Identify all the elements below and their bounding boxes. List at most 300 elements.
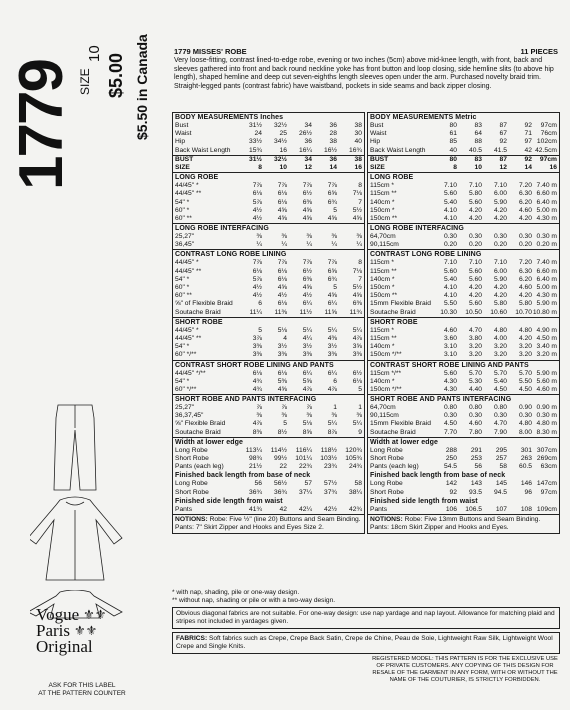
table-row [173, 480, 364, 488]
row-label: 44/45" * [175, 259, 199, 267]
row-label: Soutache Braid [175, 428, 221, 436]
cell: 301 [520, 446, 532, 454]
cell: 4.60 m [536, 385, 557, 393]
section-title: Finished back length from base of neck [370, 472, 506, 480]
yardage-section [368, 317, 559, 360]
row-label: Soutache Braid [175, 308, 221, 316]
table-row [173, 215, 364, 223]
cell: 4.30 m [536, 214, 557, 222]
yardage-section [173, 172, 364, 223]
cell: 5¼ [327, 420, 337, 428]
cell: 257 [495, 455, 507, 462]
cell: 4.10 [443, 206, 457, 214]
cell: 97 [524, 138, 532, 146]
cell: 4½ [252, 214, 262, 222]
cell: 4.60 [468, 420, 482, 428]
cell: 4 [283, 334, 287, 342]
cell: 36 [304, 138, 312, 146]
cell: 32½ [273, 155, 287, 163]
cell: 4.20 [493, 292, 507, 300]
cell: 5¼ [302, 326, 312, 334]
cell: 7.80 [468, 428, 482, 436]
cell: 11⅝ [324, 308, 337, 316]
cell: 87 [499, 122, 507, 129]
notions [368, 514, 559, 533]
cell: 30 [354, 130, 362, 138]
cell: 7.10 [493, 182, 507, 190]
cell: 147cm [536, 480, 557, 488]
notions-text: Robe: Five ½" (line 20) Buttons and Seam Binding. Pants: 7" Skirt Zipper and Hooks and Eyes Size 2. [175, 515, 361, 531]
cell: 1 [333, 404, 337, 412]
table-row [368, 207, 559, 215]
cell: 6.40 m [536, 198, 557, 206]
row-label: Bust [370, 122, 384, 129]
cell: 8.00 [518, 428, 532, 436]
cell: 16 [354, 163, 362, 171]
cell: 0.20 [443, 241, 457, 249]
cell: 71 [524, 130, 532, 138]
cell: 4⅝ [277, 206, 287, 214]
brand-line-3: Original [36, 637, 93, 656]
cell: 7⅞ [277, 182, 287, 190]
row-label: Long Robe [175, 480, 208, 488]
cell: 38 [354, 122, 362, 129]
cell: 5.60 [443, 190, 457, 198]
row-label: 150cm * [370, 284, 395, 291]
ask-line-1: ASK FOR THIS LABEL [48, 682, 116, 689]
table-row [173, 190, 364, 198]
table-row [368, 215, 559, 223]
cell: 5⅛ [302, 420, 312, 428]
cell: 11¾ [349, 308, 362, 316]
row-label: Short Robe [175, 455, 209, 462]
table-row [368, 292, 559, 300]
table-row [368, 429, 559, 437]
pattern-header [174, 47, 558, 56]
section-title: CONTRAST LONG ROBE LINING [370, 251, 482, 259]
section-title: SHORT ROBE [175, 318, 223, 326]
cell: 5.60 [443, 267, 457, 275]
cell: 4⅜ [327, 334, 337, 342]
row-label: Pants (each leg) [175, 463, 224, 471]
row-label: 25,27" [175, 404, 195, 412]
table-row [173, 343, 364, 351]
table-row [173, 122, 364, 130]
table-row [368, 276, 559, 284]
cell: 5.90 m [536, 300, 557, 308]
section-title: Finished side length from waist [370, 497, 478, 505]
notions-title: NOTIONS: [370, 515, 403, 523]
cell: 6¼ [302, 300, 312, 308]
section-title: CONTRAST SHORT ROBE LINING AND PANTS [175, 361, 334, 369]
cell: 0.80 [468, 404, 482, 412]
cell: 103½ [320, 455, 337, 462]
cell: 0.30 [518, 412, 532, 420]
table-row [368, 463, 559, 471]
cell: 5.80 [468, 190, 482, 198]
cell: 28 [329, 130, 337, 138]
cell: 97cm [540, 122, 557, 129]
table-row [368, 370, 559, 378]
cell: 4.20 [493, 214, 507, 222]
row-label: Pants [370, 505, 388, 513]
cell: ⅞ [256, 404, 262, 412]
cell: 7⅞ [252, 182, 262, 190]
cell: 5⅝ [302, 377, 312, 385]
cell: 7.10 [443, 259, 457, 267]
cell: 4.50 [493, 385, 507, 393]
table-row [173, 463, 364, 471]
section-title: LONG ROBE [370, 174, 414, 182]
cell: 7⅞ [302, 182, 312, 190]
table-row [368, 199, 559, 207]
cell: 3½ [327, 343, 337, 351]
cell: 58 [499, 463, 507, 471]
cell: 11½ [299, 308, 312, 316]
cell: 3½ [277, 343, 287, 351]
row-label: BUST [175, 155, 194, 163]
row-label: 115cm ** [370, 267, 397, 275]
cell: 42 [279, 505, 287, 513]
cell: 5.60 [468, 267, 482, 275]
cell: 4.20 [493, 206, 507, 214]
cell: 10.30 [440, 308, 457, 316]
cell: 6⅛ [352, 377, 362, 385]
cell: 5⅞ [252, 198, 262, 206]
cell: 4.30 m [536, 292, 557, 300]
cell: 0.30 [518, 233, 532, 241]
cell: 5.70 [493, 369, 507, 377]
cell: 33½ [248, 138, 262, 146]
cell: 9 [358, 428, 362, 436]
cell: ¼ [281, 241, 287, 249]
table-row [173, 164, 364, 172]
cell: 3.20 [493, 351, 507, 359]
row-label: 15mm Flexible Braid [370, 420, 431, 428]
cell: 3⅜ [252, 343, 262, 351]
cell: 7 [358, 198, 362, 206]
cell: 4½ [252, 206, 262, 214]
cell: 56 [474, 463, 482, 471]
table-row [173, 182, 364, 190]
cell: 4¾ [252, 377, 262, 385]
cell: 42¼ [298, 505, 312, 513]
table-row [368, 156, 559, 164]
cell: 6⅛ [277, 369, 287, 377]
cell: 38¼ [348, 488, 362, 496]
size-header [368, 155, 559, 172]
cell: 114½ [270, 446, 287, 454]
long-robe-illustration [30, 497, 122, 580]
table-row [173, 284, 364, 292]
row-label: Bust [175, 122, 189, 129]
cell: 7.40 m [536, 259, 557, 267]
yardage-section [368, 172, 559, 223]
row-label: SIZE [370, 163, 385, 171]
table-row [173, 378, 364, 386]
row-label: 25,27" [175, 233, 195, 241]
row-label: 60" * [175, 284, 190, 291]
cell: 0.30 m [536, 412, 557, 420]
cell: 6 [258, 300, 262, 308]
cell: 5.00 m [536, 284, 557, 291]
cell: 40.5 [468, 146, 482, 154]
row-label: 90,115cm [370, 412, 399, 420]
row-label: 44/45" ** [175, 190, 202, 198]
table-row [368, 241, 559, 249]
cell: ⅜ [256, 412, 262, 420]
cell: 3⅜ [327, 351, 337, 359]
table-row [173, 506, 364, 514]
cell: 94.5 [493, 488, 507, 496]
cell: 57 [304, 480, 312, 488]
table-row [368, 404, 559, 412]
cell: 5.80 [493, 300, 507, 308]
row-label: Waist [175, 130, 192, 138]
cell: 61 [449, 130, 457, 138]
diagonal-note: Obvious diagonal fabrics are not suitable. For one-way design: use nap yardage and nap layout. Allowance for matching plaid and stripes not included in yardages given. [172, 607, 560, 629]
section-title: SHORT ROBE AND PANTS INTERFACING [370, 396, 512, 404]
cell: 6.20 [518, 275, 532, 283]
row-label: 140cm * [370, 343, 395, 351]
cell: 6.60 m [536, 267, 557, 275]
table-row [368, 284, 559, 292]
cell: 291 [470, 446, 482, 454]
row-label: 150cm * [370, 206, 395, 214]
finished-measurements [173, 437, 364, 514]
cell: 263 [520, 455, 532, 462]
row-label: 60" ** [175, 292, 192, 300]
row-label: 54" * [175, 275, 190, 283]
row-label: ⅝" Flexible Braid [175, 420, 226, 428]
cell: 41¾ [248, 505, 262, 513]
cell: 5.90 [493, 198, 507, 206]
cell: 6¾ [327, 275, 337, 283]
table-row [368, 309, 559, 317]
table-row [173, 309, 364, 317]
cell: 6⅛ [252, 190, 262, 198]
footnote-with-nap: * with nap, shading, pile or one-way design. [172, 589, 300, 596]
table-row [173, 327, 364, 335]
table-row [368, 412, 559, 420]
notions-title: NOTIONS: [175, 515, 208, 523]
cell: 42.5cm [535, 146, 557, 154]
cell: 0.90 m [536, 404, 557, 412]
row-label: 140cm * [370, 275, 395, 283]
size-value: 10 [86, 45, 103, 62]
cell: 93.5 [468, 488, 482, 496]
cell: 7⅞ [327, 182, 337, 190]
cell: 10.50 [465, 308, 482, 316]
cell: 4.20 [493, 284, 507, 291]
cell: 5.60 m [536, 377, 557, 385]
table-row [173, 147, 364, 155]
cell: 16½ [323, 146, 337, 154]
row-label: Soutache Braid [370, 428, 416, 436]
table-row [368, 351, 559, 359]
size-label: SIZE [78, 68, 92, 95]
table-row [368, 343, 559, 351]
cell: 97cm [539, 155, 557, 163]
table-row [368, 447, 559, 455]
yardage-section [173, 394, 364, 437]
table-row [368, 420, 559, 428]
cell: 42½ [323, 505, 337, 513]
cell: 0.30 [443, 233, 457, 241]
cell: 143 [470, 480, 482, 488]
cell: 4.20 [468, 292, 482, 300]
row-label: 60" * [175, 206, 190, 214]
table-row [173, 300, 364, 308]
notions-text: Robe: Five 13mm Buttons and Seam Binding. Pants: 18cm Skirt Zipper and Hooks and Eyes. [370, 515, 541, 531]
table-row [173, 412, 364, 420]
cell: 16¾ [348, 146, 362, 154]
table-row [368, 164, 559, 172]
cell: ⅜ [331, 412, 337, 420]
cell: 36¾ [248, 488, 262, 496]
row-label: 44/45" ** [175, 334, 202, 342]
cell: 5.40 [443, 275, 457, 283]
brand-line-1: Vogue [36, 605, 80, 624]
row-label: Pants (each leg) [370, 463, 419, 471]
cell: 80 [449, 122, 457, 129]
table-row [173, 259, 364, 267]
cell: 5 [358, 385, 362, 393]
cell: 3.20 [518, 351, 532, 359]
cell: 67 [499, 130, 507, 138]
row-label: 60" */** [175, 385, 197, 393]
cell: 269cm [536, 455, 557, 462]
cell: 4.20 [518, 292, 532, 300]
row-label: Hip [370, 138, 381, 146]
row-label: 140cm * [370, 377, 395, 385]
table-row [173, 138, 364, 146]
cell: 21½ [248, 463, 262, 471]
table-row [173, 292, 364, 300]
cell: 3.10 [443, 343, 457, 351]
cell: 3⅜ [252, 351, 262, 359]
cell: 83 [474, 155, 482, 163]
cell: 32½ [273, 122, 287, 129]
cell: 3.20 m [536, 351, 557, 359]
row-label: 150cm */** [370, 351, 402, 359]
cell: 14 [524, 163, 532, 171]
cell: 5.60 [468, 300, 482, 308]
cell: 10.80 m [532, 308, 557, 316]
cell: 6.60 m [536, 190, 557, 198]
row-label: Hip [175, 138, 186, 146]
cell: 0.30 [468, 412, 482, 420]
pattern-description: Very loose-fitting, contrast lined-to-edge robe, evening or two inches (5cm) above mid-knee length, with front, back and sleeves gathered into front and back round neckline yoke has front button and loop closing, side hemline slits (to above hip length), shaped hemline and deep cut seven-eighths length sleeves open under the arm. Purchased novelty braid trim. Straight-legged pants (contrast fabric) have waistband, pockets in side seams and back zipper closing. [174, 57, 554, 90]
cell: 10 [279, 163, 287, 171]
cell: 4⅝ [352, 292, 362, 300]
section-title: SHORT ROBE AND PANTS INTERFACING [175, 396, 317, 404]
row-label: 150cm ** [370, 292, 398, 300]
cell: 6⅝ [327, 190, 337, 198]
cell: 6⅛ [277, 190, 287, 198]
cell: 7⅞ [302, 259, 312, 267]
yardage-section [368, 249, 559, 316]
cell: 5.70 [518, 369, 532, 377]
cell: 34 [304, 122, 312, 129]
cell: 36 [329, 122, 337, 129]
yardage-section [368, 394, 559, 437]
cell: 7⅞ [277, 259, 287, 267]
cell: 99½ [273, 455, 287, 462]
row-label: 115cm ** [370, 190, 397, 198]
size-header [173, 155, 364, 172]
cell: 253 [470, 455, 482, 462]
yardage-tables [172, 112, 560, 534]
table-row [368, 335, 559, 343]
table-row [173, 420, 364, 428]
cell: 288 [445, 446, 457, 454]
cell: 25 [279, 130, 287, 138]
section-title: LONG ROBE INTERFACING [175, 225, 269, 233]
cell: 7.10 [493, 259, 507, 267]
brand-line-2: Paris [36, 621, 70, 640]
section-title: BODY MEASUREMENTS Metric [370, 114, 477, 121]
cell: 118½ [320, 446, 337, 454]
cell: 0.90 [518, 404, 532, 412]
cell: 4½ [302, 292, 312, 300]
cell: ⅜ [356, 412, 362, 420]
cell: 76cm [540, 130, 557, 138]
row-label: 36,37,45" [175, 412, 204, 420]
footnote-without-nap: ** without nap, shading or pile or with a two-way design. [172, 597, 336, 604]
cell: ¼ [331, 241, 337, 249]
cell: 16¼ [298, 146, 312, 154]
cell: 0.80 [443, 404, 457, 412]
cell: 92 [524, 122, 532, 129]
cell: 58 [354, 480, 362, 488]
cell: 6.30 [518, 190, 532, 198]
cell: 109cm [536, 505, 557, 513]
cell: 7.70 [443, 428, 457, 436]
cell: 5⅛ [277, 326, 287, 334]
row-label: Waist [370, 130, 387, 138]
cell: 7.10 [468, 182, 482, 190]
row-label: 140cm * [370, 198, 395, 206]
cell: 5.90 [493, 275, 507, 283]
row-label: 60" ** [175, 214, 192, 222]
cell: 7.10 [468, 259, 482, 267]
cell: 10.60 [490, 308, 507, 316]
cell: ⅜ [356, 233, 362, 241]
cell: 41.5 [493, 146, 507, 154]
cell: 5.60 [468, 198, 482, 206]
cell: 6.40 m [536, 275, 557, 283]
cell: 0.20 [493, 241, 507, 249]
cell: 36 [329, 155, 337, 163]
yardage-section [173, 360, 364, 395]
cell: 6¼ [327, 300, 337, 308]
cell: 6⅛ [252, 267, 262, 275]
cell: 8½ [277, 428, 287, 436]
cell: 8 [358, 259, 362, 267]
cell: 3⅜ [277, 351, 287, 359]
cell: 4½ [252, 292, 262, 300]
row-label: BUST [370, 155, 389, 163]
cell: 4.30 [443, 385, 457, 393]
cell: 11¼ [249, 308, 262, 316]
section-title: Width at lower edge [370, 438, 438, 446]
cell: 4.20 [518, 334, 532, 342]
cell: ⅞ [306, 404, 312, 412]
cell: 4⅝ [302, 206, 312, 214]
cell: ⅜ [281, 233, 287, 241]
cell: 8⅞ [327, 428, 337, 436]
